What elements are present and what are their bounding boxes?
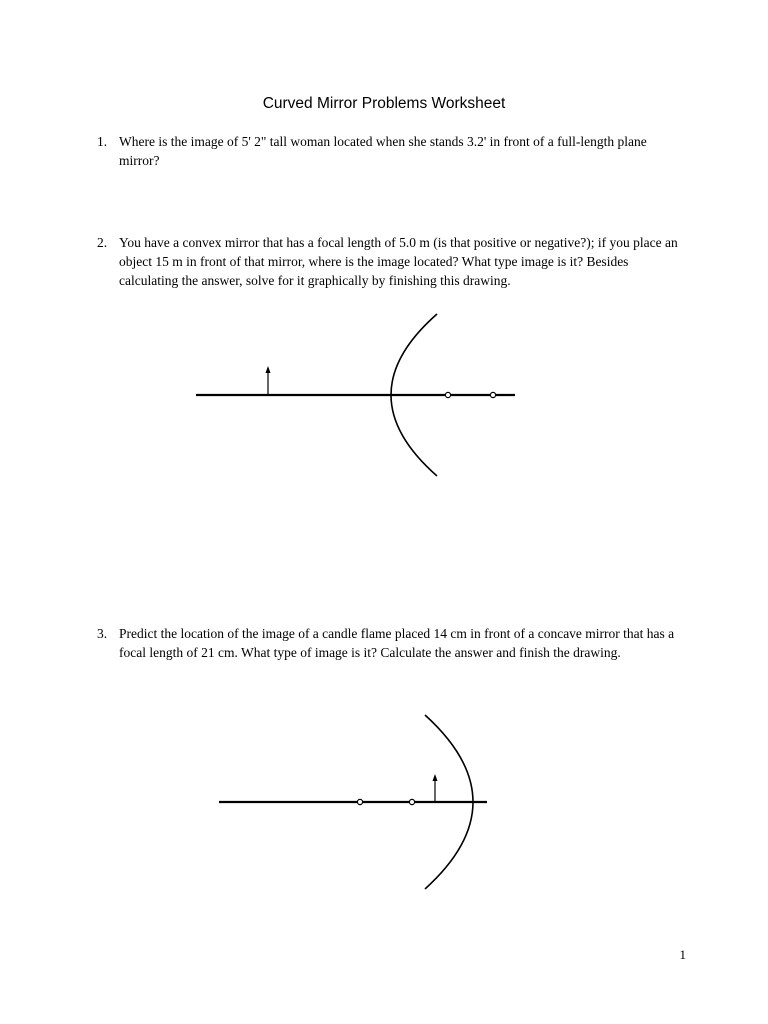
object-arrow-head bbox=[266, 366, 271, 373]
object-arrow-head bbox=[433, 774, 438, 781]
problem-text: You have a convex mirror that has a focal length of 5.0 m (is that positive or negative?); if you place an object 15 m in front of that mirror, where is the image located? What type image is it? Besides calculating the answer, solve for it graphically by finishing this drawing. bbox=[119, 235, 678, 288]
problem-text: Where is the image of 5' 2" tall woman located when she stands 3.2' in front of a full-length plane mirror? bbox=[119, 134, 647, 168]
center-of-curvature-marker bbox=[357, 799, 362, 804]
problem-number: 3. bbox=[97, 626, 108, 641]
problem-number: 2. bbox=[97, 235, 108, 250]
focal-point-marker bbox=[409, 799, 414, 804]
focal-point-marker bbox=[445, 392, 450, 397]
worksheet-title: Curved Mirror Problems Worksheet bbox=[262, 95, 506, 112]
problem-text: Predict the location of the image of a candle flame placed 14 cm in front of a concave mirror that has a focal length of 21 cm. What type of image is it? Calculate the answer and finish the drawing. bbox=[119, 626, 675, 660]
concave-mirror-diagram bbox=[0, 708, 768, 898]
page-number: 1 bbox=[679, 947, 686, 962]
center-of-curvature-marker bbox=[490, 392, 495, 397]
problem-number: 1. bbox=[97, 134, 108, 149]
convex-mirror-diagram bbox=[0, 300, 768, 490]
